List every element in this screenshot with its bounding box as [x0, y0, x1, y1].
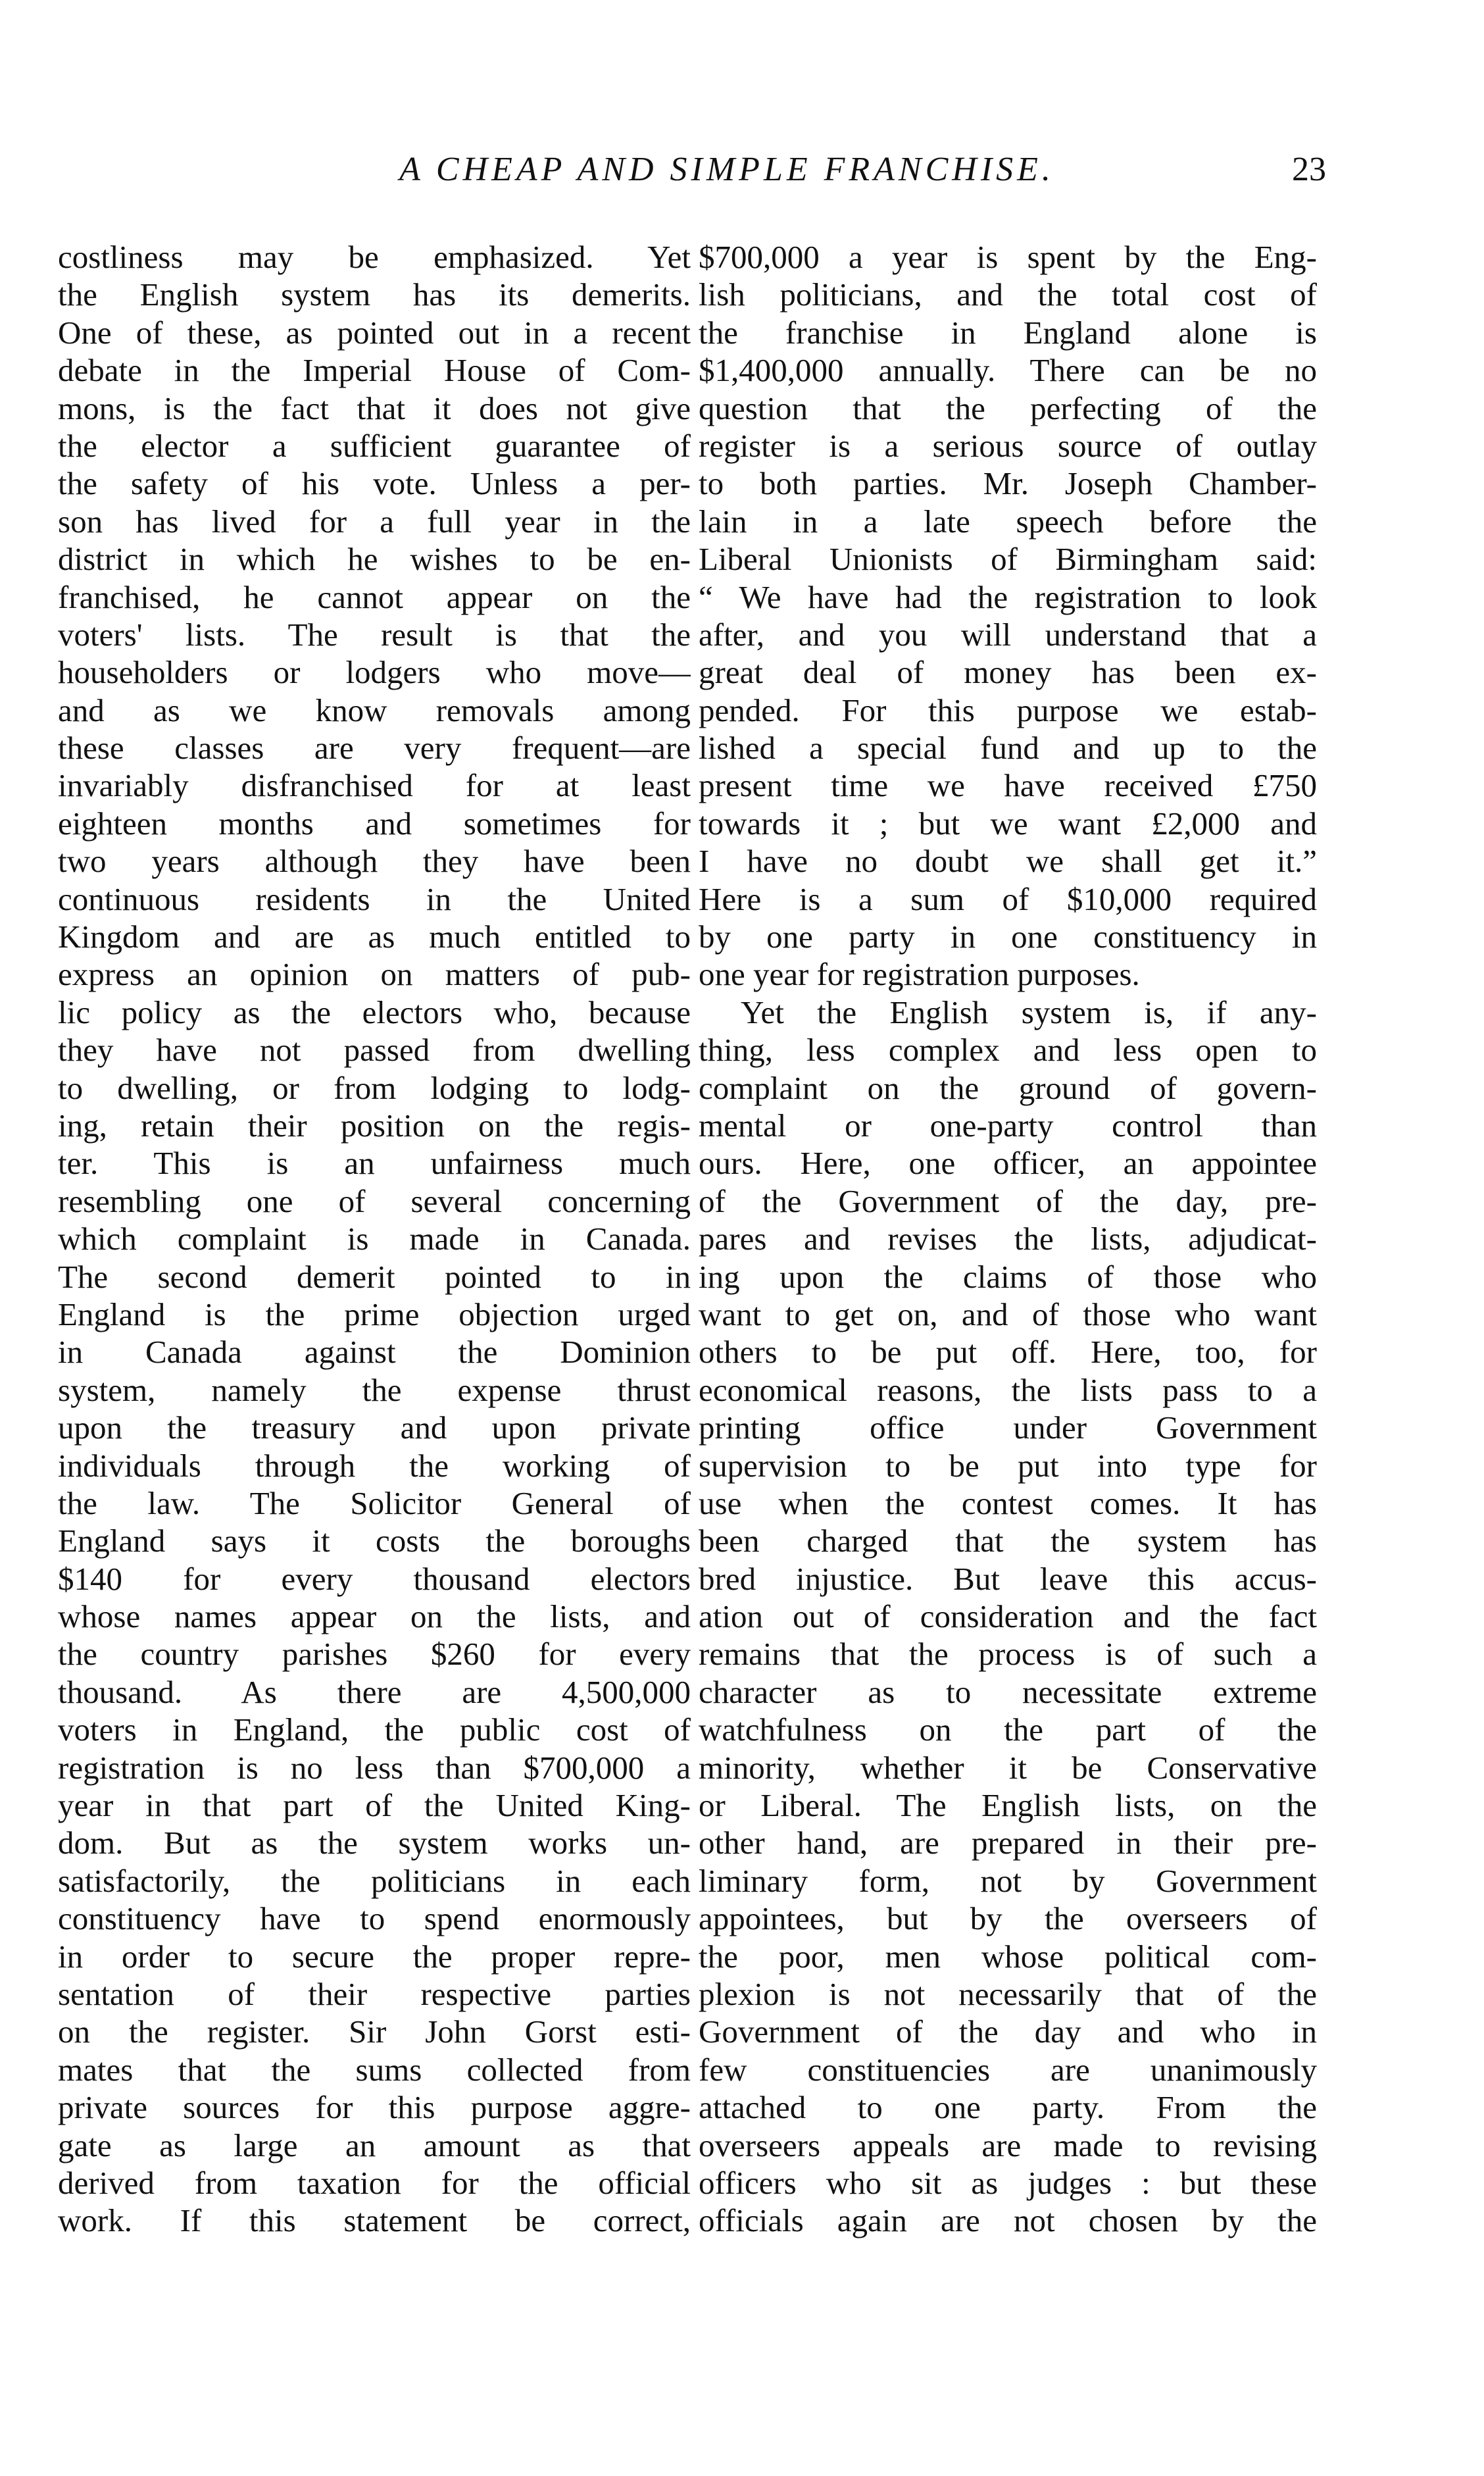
- text-line: The second demerit pointed to in: [58, 1258, 691, 1295]
- text-line: mons, is the fact that it does not give: [58, 390, 691, 426]
- text-line: minority, whether it be Conservative: [699, 1749, 1317, 1786]
- text-line: bred injustice. But leave this accus-: [699, 1560, 1317, 1597]
- text-line: gate as large an amount as that: [58, 2127, 691, 2163]
- text-line: great deal of money has been ex-: [699, 654, 1317, 691]
- text-line: in order to secure the proper repre-: [58, 1938, 691, 1975]
- text-line: which complaint is made in Canada.: [58, 1221, 691, 1257]
- text-line: the English system has its demerits.: [58, 276, 691, 313]
- text-line: dom. But as the system works un-: [58, 1825, 691, 1861]
- text-line: one year for registration purposes.: [699, 956, 1140, 993]
- text-line: and as we know removals among: [58, 692, 691, 728]
- text-line: I have no doubt we shall get it.”: [699, 843, 1317, 880]
- text-line: lished a special fund and up to the: [699, 730, 1317, 767]
- text-line: plexion is not necessarily that of the: [699, 1975, 1317, 2012]
- text-line: register is a serious source of outlay: [699, 427, 1317, 464]
- text-line: individuals through the working of: [58, 1447, 691, 1484]
- text-line: watchfulness on the part of the: [699, 1711, 1317, 1748]
- running-title: A CHEAP AND SIMPLE FRANCHISE.: [399, 151, 1054, 188]
- text-line: towards it ; but we want £2,000 and: [699, 805, 1317, 842]
- text-line: the franchise in England alone is: [699, 314, 1317, 351]
- text-line: thing, less complex and less open to: [699, 1032, 1317, 1069]
- text-line: economical reasons, the lists pass to a: [699, 1371, 1317, 1408]
- text-line: continuous residents in the United: [58, 880, 691, 917]
- text-line: $1,400,000 annually. There can be no: [699, 352, 1317, 389]
- text-line: One of these, as pointed out in a recent: [58, 314, 691, 351]
- text-line: officers who sit as judges : but these: [699, 2164, 1317, 2201]
- text-line: England says it costs the boroughs: [58, 1523, 691, 1559]
- text-line: system, namely the expense thrust: [58, 1371, 691, 1408]
- text-line: two years although they have been: [58, 843, 691, 880]
- text-line: ing, retain their position on the regis-: [58, 1107, 691, 1144]
- text-line: voters' lists. The result is that the: [58, 616, 691, 653]
- text-line: costliness may be emphasized. Yet: [58, 239, 691, 275]
- text-line: others to be put off. Here, too, for: [699, 1334, 1317, 1371]
- left-column: [58, 238, 691, 2240]
- text-line: resembling one of several concerning: [58, 1182, 691, 1219]
- text-line: remains that the process is of such a: [699, 1636, 1317, 1673]
- text-line: debate in the Imperial House of Com-: [58, 352, 691, 389]
- text-line: Yet the English system is, if any-: [741, 994, 1317, 1030]
- text-line: registration is no less than $700,000 a: [58, 1749, 691, 1786]
- text-line: use when the contest comes. It has: [699, 1484, 1317, 1521]
- text-line: few constituencies are unanimously: [699, 2051, 1317, 2088]
- text-line: Liberal Unionists of Birmingham said:: [699, 541, 1317, 578]
- text-line: England is the prime objection urged: [58, 1296, 691, 1332]
- text-line: year in that part of the United King-: [58, 1787, 691, 1824]
- text-line: these classes are very frequent—are: [58, 730, 691, 767]
- text-line: constituency have to spend enormously: [58, 1900, 691, 1937]
- text-line: the elector a sufficient guarantee of: [58, 427, 691, 464]
- text-line: present time we have received £750: [699, 767, 1317, 804]
- text-line: ation out of consideration and the fact: [699, 1598, 1317, 1635]
- text-line: the law. The Solicitor General of: [58, 1484, 691, 1521]
- text-line: ing upon the claims of those who: [699, 1258, 1317, 1295]
- page-number: 23: [1292, 151, 1326, 188]
- text-line: to both parties. Mr. Joseph Chamber-: [699, 465, 1317, 502]
- text-line: question that the perfecting of the: [699, 390, 1317, 426]
- right-column: [699, 238, 1317, 2240]
- text-line: householders or lodgers who move—: [58, 654, 691, 691]
- text-line: franchised, he cannot appear on the: [58, 578, 691, 615]
- text-line: voters in England, the public cost of: [58, 1711, 691, 1748]
- text-line: they have not passed from dwelling: [58, 1032, 691, 1069]
- text-line: attached to one party. From the: [699, 2089, 1317, 2126]
- text-line: district in which he wishes to be en-: [58, 541, 691, 578]
- text-line: liminary form, not by Government: [699, 1862, 1317, 1899]
- text-line: $140 for every thousand electors: [58, 1560, 691, 1597]
- text-line: overseers appeals are made to revising: [699, 2127, 1317, 2163]
- text-line: officials again are not chosen by the: [699, 2202, 1317, 2239]
- text-line: appointees, but by the overseers of: [699, 1900, 1317, 1937]
- page-header: [0, 150, 1484, 209]
- text-line: of the Government of the day, pre-: [699, 1182, 1317, 1219]
- text-line: lish politicians, and the total cost of: [699, 276, 1317, 313]
- text-line: or Liberal. The English lists, on the: [699, 1787, 1317, 1824]
- text-line: want to get on, and of those who want: [699, 1296, 1317, 1332]
- text-line: sentation of their respective parties: [58, 1975, 691, 2012]
- text-line: $700,000 a year is spent by the Eng-: [699, 239, 1317, 275]
- text-line: invariably disfranchised for at least: [58, 767, 691, 804]
- text-line: thousand. As there are 4,500,000: [58, 1673, 691, 1710]
- text-line: lain in a late speech before the: [699, 503, 1317, 540]
- text-line: son has lived for a full year in the: [58, 503, 691, 540]
- text-line: ter. This is an unfairness much: [58, 1145, 691, 1182]
- text-line: Here is a sum of $10,000 required: [699, 880, 1317, 917]
- text-line: ours. Here, one officer, an appointee: [699, 1145, 1317, 1182]
- text-line: mates that the sums collected from: [58, 2051, 691, 2088]
- text-line: on the register. Sir John Gorst esti-: [58, 2013, 691, 2050]
- text-line: complaint on the ground of govern-: [699, 1069, 1317, 1106]
- text-line: Government of the day and who in: [699, 2013, 1317, 2050]
- text-line: whose names appear on the lists, and: [58, 1598, 691, 1635]
- text-line: private sources for this purpose aggre-: [58, 2089, 691, 2126]
- text-line: pares and revises the lists, adjudicat-: [699, 1221, 1317, 1257]
- text-line: satisfactorily, the politicians in each: [58, 1862, 691, 1899]
- text-line: after, and you will understand that a: [699, 616, 1317, 653]
- text-line: mental or one-party control than: [699, 1107, 1317, 1144]
- text-line: been charged that the system has: [699, 1523, 1317, 1559]
- text-line: “ We have had the registration to look: [699, 578, 1317, 615]
- text-line: work. If this statement be correct,: [58, 2202, 691, 2239]
- text-line: the poor, men whose political com-: [699, 1938, 1317, 1975]
- text-line: character as to necessitate extreme: [699, 1673, 1317, 1710]
- text-line: lic policy as the electors who, because: [58, 994, 691, 1030]
- text-line: express an opinion on matters of pub-: [58, 956, 691, 993]
- text-line: supervision to be put into type for: [699, 1447, 1317, 1484]
- text-line: derived from taxation for the official: [58, 2164, 691, 2201]
- text-line: the country parishes $260 for every: [58, 1636, 691, 1673]
- text-line: to dwelling, or from lodging to lodg-: [58, 1069, 691, 1106]
- text-line: the safety of his vote. Unless a per-: [58, 465, 691, 502]
- text-line: eighteen months and sometimes for: [58, 805, 691, 842]
- text-line: pended. For this purpose we estab-: [699, 692, 1317, 728]
- text-line: printing office under Government: [699, 1409, 1317, 1446]
- text-line: upon the treasury and upon private: [58, 1409, 691, 1446]
- text-line: by one party in one constituency in: [699, 919, 1317, 955]
- text-line: other hand, are prepared in their pre-: [699, 1825, 1317, 1861]
- text-line: Kingdom and are as much entitled to: [58, 919, 691, 955]
- text-line: in Canada against the Dominion: [58, 1334, 691, 1371]
